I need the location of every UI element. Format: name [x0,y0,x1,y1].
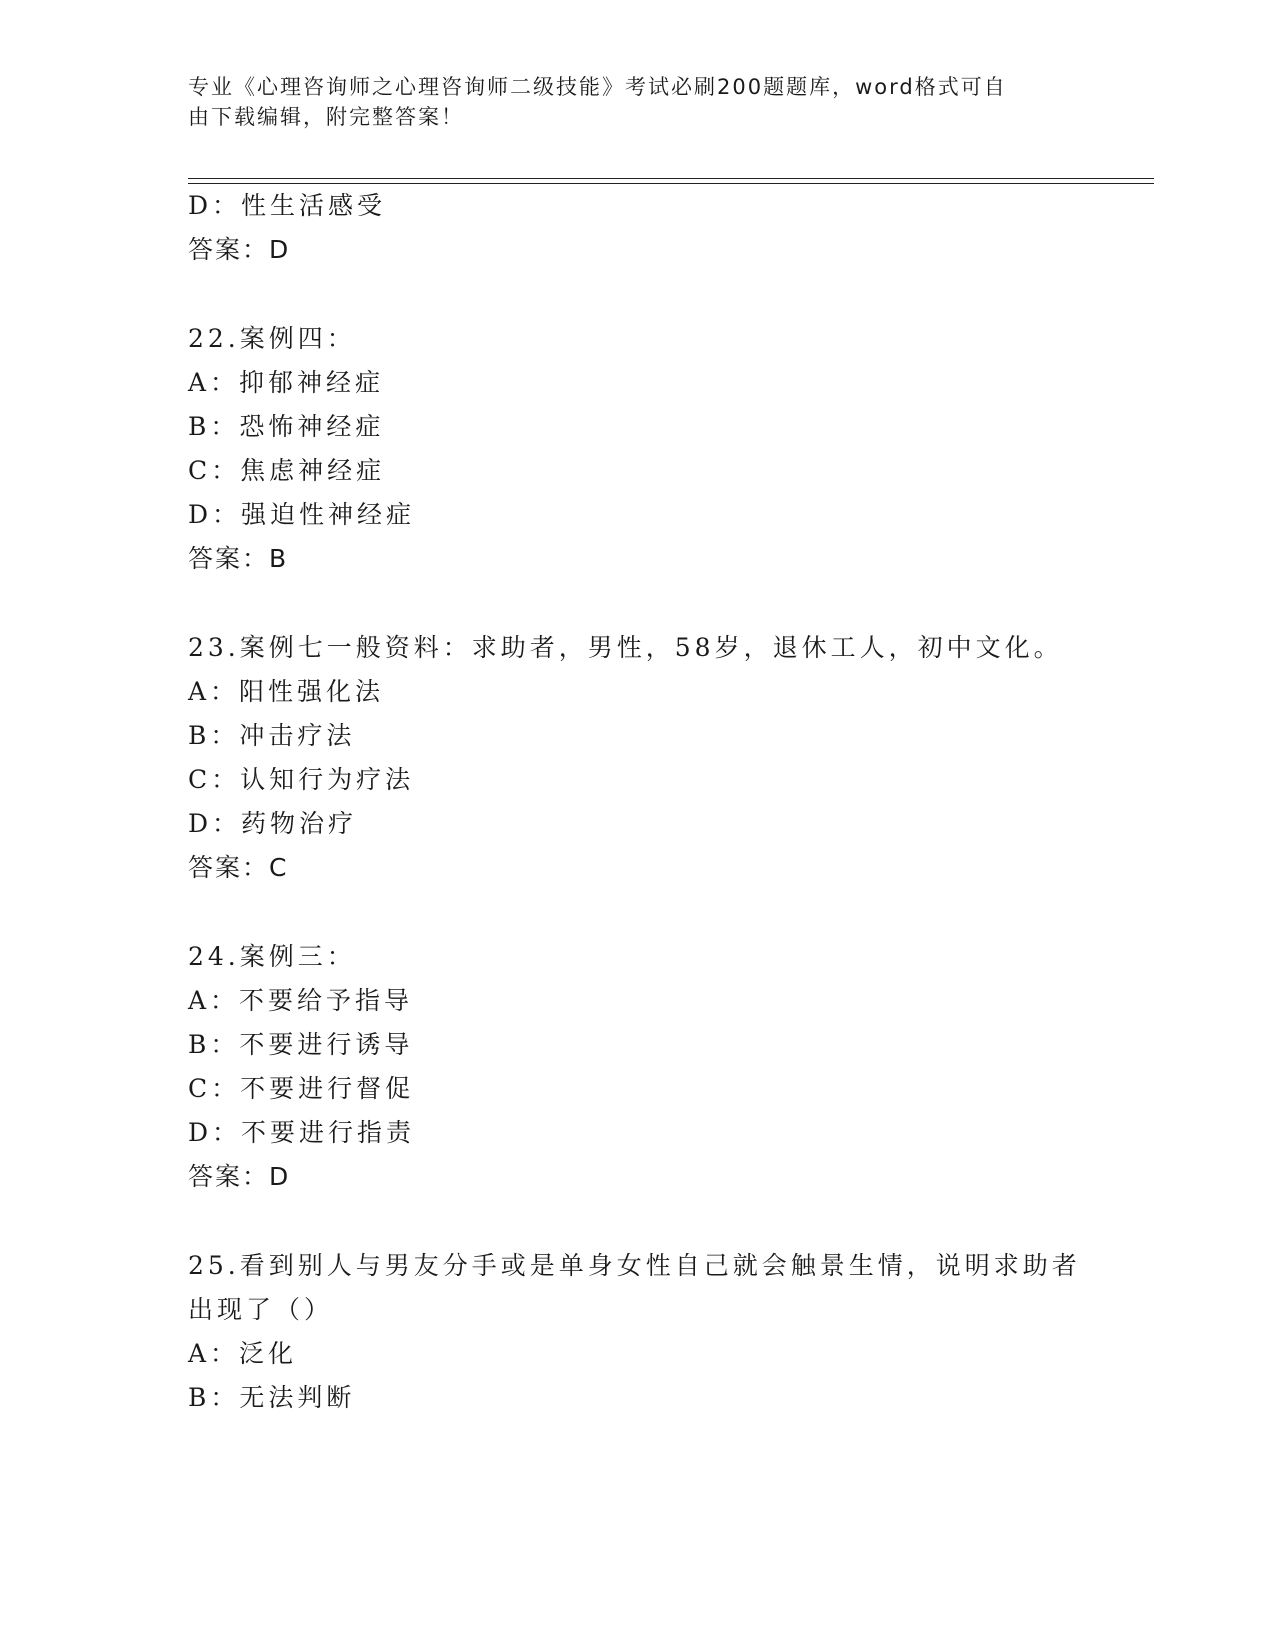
question-stem: 22.案例四： [188,324,356,353]
option-a: A：抑郁神经症 [188,368,385,397]
question-stem: 24.案例三： [188,942,356,971]
option-c: C：认知行为疗法 [188,765,415,794]
option-a: A：泛化 [188,1339,298,1368]
option-b: B：冲击疗法 [188,721,356,750]
header-divider-bottom [188,183,1154,184]
option-d: D：不要进行指责 [188,1118,416,1147]
answer-line: 答案：D [188,235,291,264]
option-b: B：恐怖神经症 [188,412,385,441]
option-b: B：无法判断 [188,1383,356,1412]
document-header [188,72,1068,132]
option-a: A：阳性强化法 [188,677,385,706]
answer-line: 答案：B [188,544,289,573]
header-line-2: 由下载编辑，附完整答案！ [188,105,464,129]
option-a: A：不要给予指导 [188,986,414,1015]
header-line-1: 专业《心理咨询师之心理咨询师二级技能》考试必刷200题题库，word格式可自 [188,75,1007,99]
option-d: D：强迫性神经症 [188,500,416,529]
option-c: C：焦虑神经症 [188,456,386,485]
answer-line: 答案：C [188,853,289,882]
question-stem: 23.案例七一般资料：求助者，男性，58岁，退休工人，初中文化。 [188,633,1063,662]
option-d: D：药物治疗 [188,809,358,838]
answer-line: 答案：D [188,1162,291,1191]
question-stem: 25.看到别人与男友分手或是单身女性自己就会触景生情，说明求助者 [188,1251,1081,1280]
option-b: B：不要进行诱导 [188,1030,414,1059]
option-d: D：性生活感受 [188,191,387,220]
question-stem-continued: 出现了（） [188,1295,334,1324]
header-divider-top [188,178,1154,179]
option-c: C：不要进行督促 [188,1074,415,1103]
